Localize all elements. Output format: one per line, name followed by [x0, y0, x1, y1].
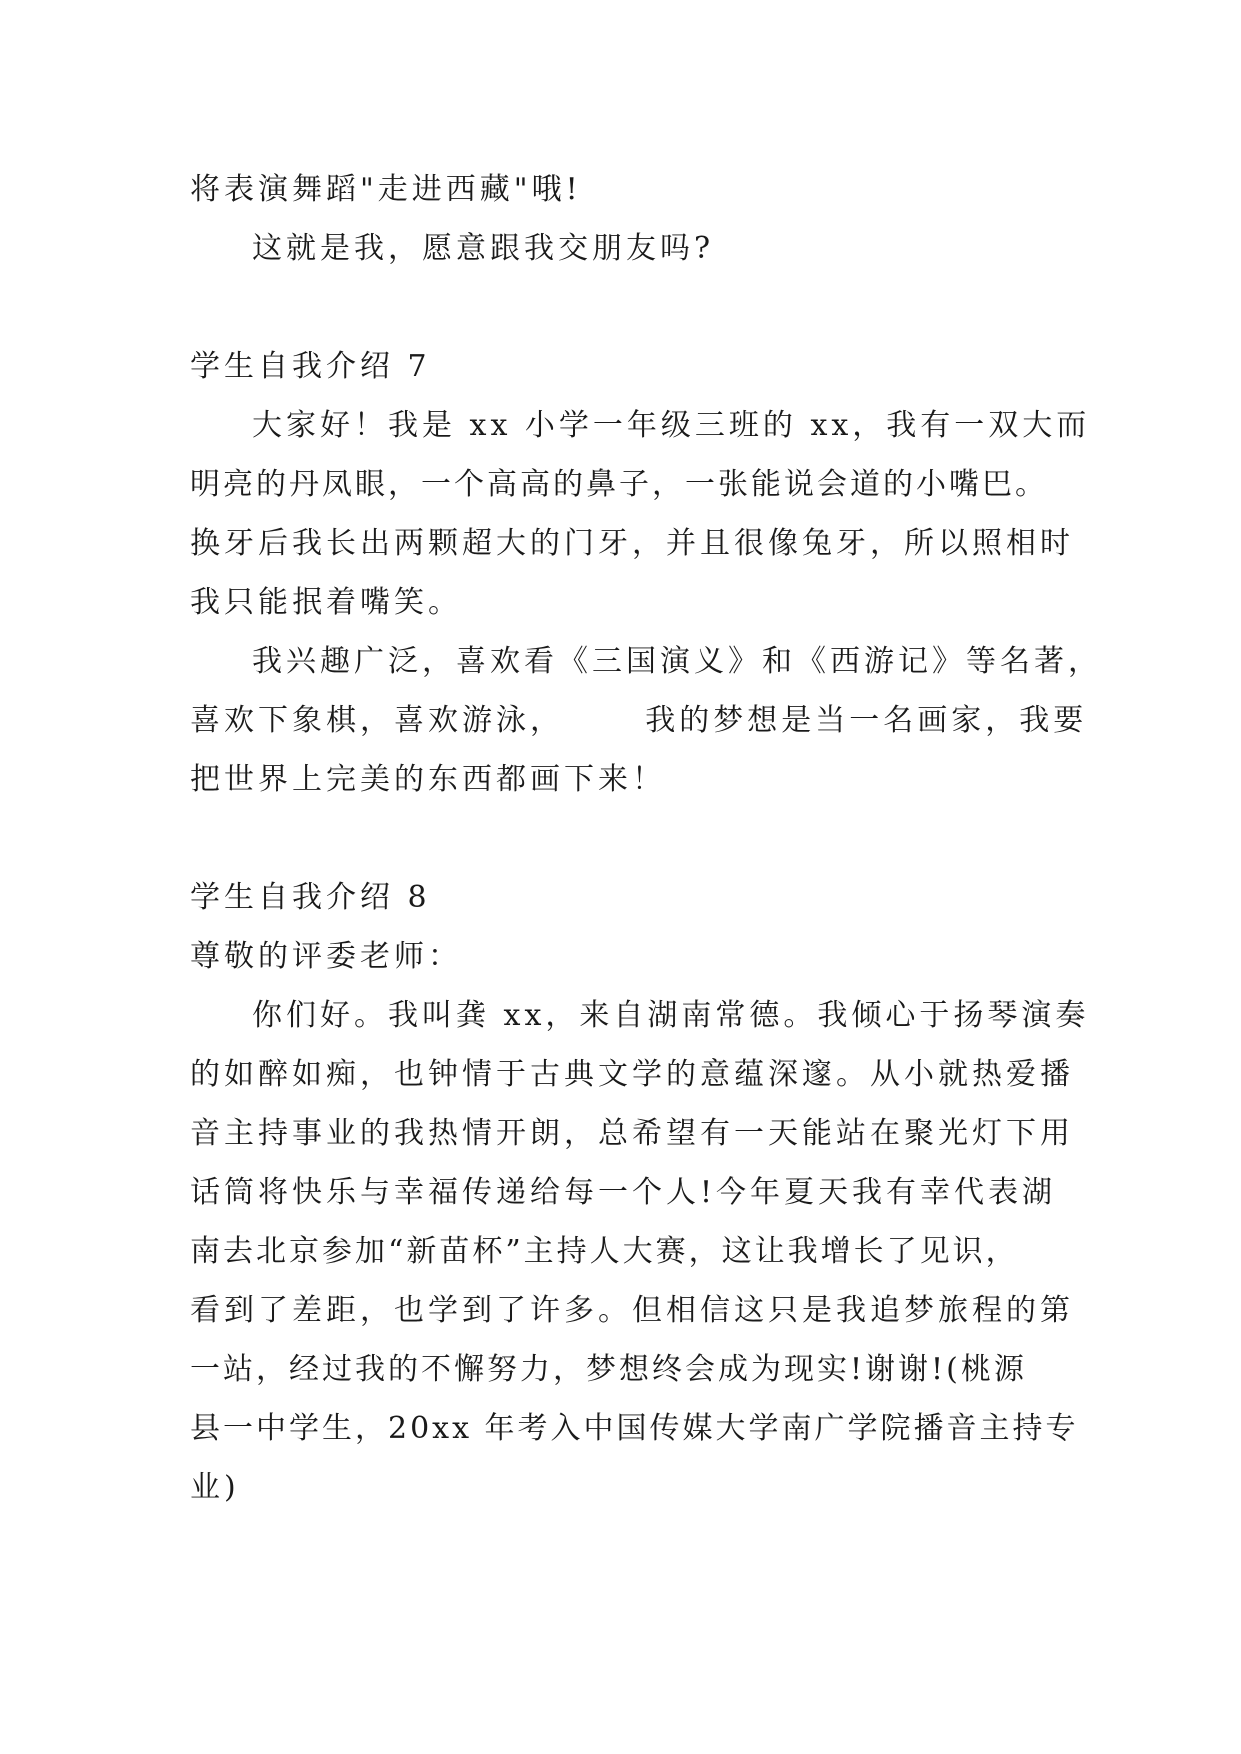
paragraph-line: 你们好。我叫龚 xx，来自湖南常德。我倾心于扬琴演奏	[252, 998, 1090, 1033]
body-text-line: 这就是我，愿意跟我交朋友吗?	[252, 231, 715, 266]
paragraph-line: 明亮的丹凤眼，一个高高的鼻子，一张能说会道的小嘴巴。	[190, 467, 1048, 502]
paragraph-line: 话筒将快乐与幸福传递给每一个人!今年夏天我有幸代表湖	[190, 1175, 1057, 1210]
paragraph-line: 我兴趣广泛，喜欢看《三国演义》和《西游记》等名著，	[252, 644, 1102, 679]
document-page	[190, 160, 1102, 1517]
paragraph-line: 音主持事业的我热情开朗，总希望有一天能站在聚光灯下用	[190, 1116, 1074, 1151]
paragraph-line: 业)	[190, 1470, 240, 1505]
section-title: 学生自我介绍 7	[190, 349, 431, 384]
paragraph-line: 一站，经过我的不懈努力，梦想终会成为现实!谢谢!(桃源	[190, 1352, 1027, 1387]
paragraph-line: 把世界上完美的东西都画下来！	[190, 762, 666, 797]
section-spacer	[190, 278, 1070, 337]
paragraph-line: 南去北京参加“新苗杯”主持人大赛，这让我增长了见识，	[190, 1234, 1019, 1269]
paragraph-line: 看到了差距，也学到了许多。但相信这只是我追梦旅程的第	[190, 1293, 1074, 1328]
greeting-line: 尊敬的评委老师：	[190, 939, 462, 974]
body-text-line: 将表演舞蹈"走进西藏"哦!	[190, 172, 582, 207]
paragraph-line: 的如醉如痴，也钟情于古典文学的意蕴深邃。从小就热爱播	[190, 1057, 1074, 1092]
paragraph-line: 大家好！我是 xx 小学一年级三班的 xx，我有一双大而	[252, 408, 1091, 443]
section-title: 学生自我介绍 8	[190, 880, 431, 915]
paragraph-line: 我只能抿着嘴笑。	[190, 585, 462, 620]
paragraph-line: 喜欢下象棋，喜欢游泳， 我的梦想是当一名画家，我要	[190, 703, 1088, 738]
paragraph-line: 县一中学生，20xx 年考入中国传媒大学南广学院播音主持专	[190, 1411, 1079, 1446]
paragraph-line: 换牙后我长出两颗超大的门牙，并且很像兔牙，所以照相时	[190, 526, 1074, 561]
section-spacer	[190, 809, 1070, 868]
